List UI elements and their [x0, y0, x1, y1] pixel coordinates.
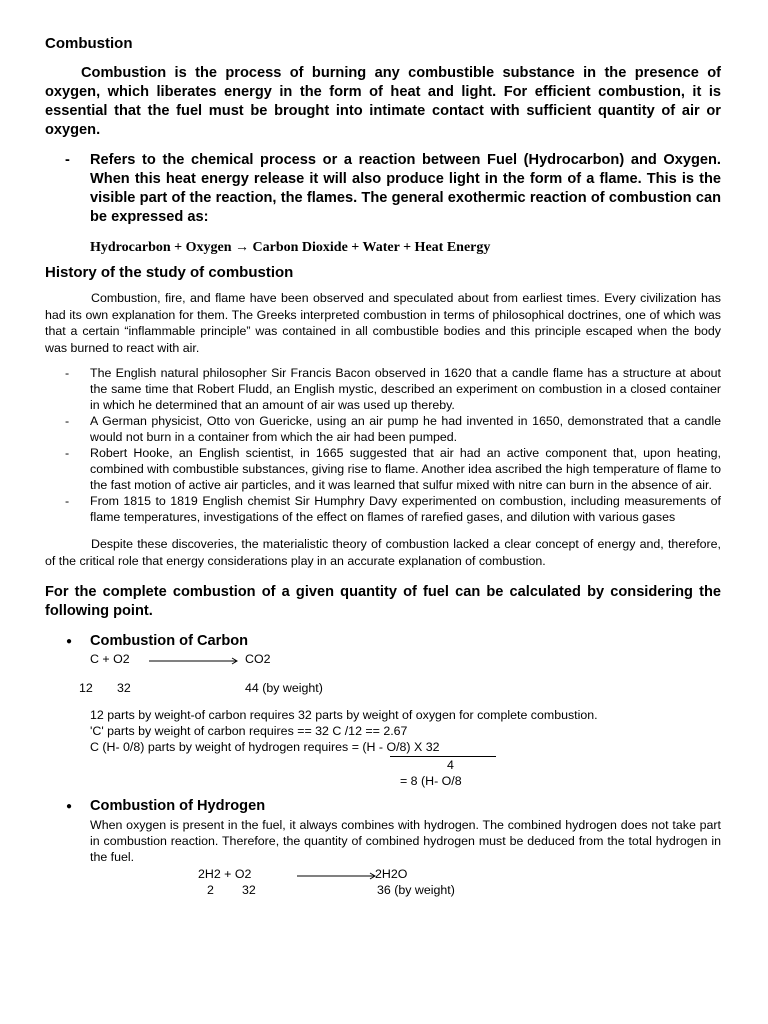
bullet-icon: ●	[66, 636, 73, 647]
dash-marker: -	[65, 366, 70, 380]
history-intro: Combustion, fire, and flame have been observed and speculated about from earliest times. Every civilization has had its own explanation for them. The Greeks interpreted combustion in terms of philosophical doctrines, one of which was that a certain “inflammable principle” was contained in all combustible bodies and this principle escaped when the body was burned to react with air.	[45, 291, 721, 355]
hydrogen-weight-h2o: 36 (by weight)	[377, 883, 455, 897]
hydrogen-text: When oxygen is present in the fuel, it always combines with hydrogen. The combined hydrogen does not take part in combustion reaction. Therefore, the quantity of combined hydrogen must be deduced from the total hydrogen in the fuel.	[90, 818, 721, 864]
hydrogen-reaction	[45, 865, 721, 899]
bullet-icon: ●	[66, 801, 73, 812]
history-closing: Despite these discoveries, the materialistic theory of combustion lacked a clear concept of energy and, therefore, of the critical role that energy considerations play in an accurate explanation of combustion.	[45, 537, 721, 568]
intro-paragraph: Combustion is the process of burning any combustible substance in the presence of oxygen, which liberates energy in the form of heat and light. For efficient combustion, it is essential that the fuel must be brought into intimate contact with sufficient quantity of air or oxygen.	[45, 65, 721, 138]
reaction-arrow-icon	[149, 657, 241, 665]
carbon-line-3: C (H- 0/8) parts by weight of hydrogen requires = (H - O/8) X 32	[90, 740, 440, 754]
carbon-weight-o2: 32	[117, 681, 131, 695]
list-item	[45, 445, 721, 493]
list-item-text: From 1815 to 1819 English chemist Sir Humphry Davy experimented on combustion, including measurements of flame temperatures, investigations of the effect on flames of rarefied gases, and dilution with various gases	[90, 494, 721, 524]
dash-marker: -	[65, 152, 70, 168]
definition-item	[45, 151, 721, 227]
hydrogen-reactants: 2H2 + O2	[198, 867, 252, 881]
history-heading: History of the study of combustion	[45, 264, 294, 281]
list-item-text: A German physicist, Otto von Guericke, using an air pump he had invented in 1650, demonstrated that a candle would not burn in a container from which the air had been pumped.	[90, 414, 721, 444]
carbon-weight-co2: 44 (by weight)	[245, 681, 323, 695]
definition-text: Refers to the chemical process or a reaction between Fuel (Hydrocarbon) and Oxygen. When this heat energy release it will also produce light in the form of a flame. This is the visible part of the reaction, the flames. The general exothermic reaction of combustion can be expressed as:	[90, 152, 721, 225]
hydrogen-heading: Combustion of Hydrogen	[90, 798, 266, 814]
fraction-denominator: 4	[447, 758, 454, 772]
fraction-line	[390, 756, 496, 757]
reaction-arrow-icon	[297, 872, 377, 880]
complete-combustion-paragraph: For the complete combustion of a given quantity of fuel can be calculated by considering the following point.	[45, 584, 721, 619]
dash-marker: -	[65, 414, 70, 428]
page-title: Combustion	[45, 35, 133, 52]
carbon-heading-row	[45, 632, 721, 651]
carbon-fraction	[45, 759, 721, 793]
carbon-line-2: 'C' parts by weight of carbon requires == 32 C /12 == 2.67	[90, 724, 408, 738]
hydrogen-heading-row	[45, 797, 721, 816]
list-item-text: The English natural philosopher Sir Francis Bacon observed in 1620 that a candle flame has a structure at about the same time that Robert Fludd, an English mystic, described an experiment on combustion in a closed container in which he determined that an amount of air was used up thereby.	[90, 366, 721, 412]
hydrogen-weight-o2: 32	[242, 883, 256, 897]
list-item-text: Robert Hooke, an English scientist, in 1665 suggested that air had an active component that, upon heating, combined with combustible substances, giving rise to flame. Another idea ascribed the high temperature of flame to the fast motion of active air particles, and it was learned that sulfur mixed with nitre can burn in the absence of air.	[90, 446, 721, 492]
carbon-weight-c: 12	[79, 681, 93, 695]
dash-marker: -	[65, 446, 70, 460]
carbon-line-1: 12 parts by weight-of carbon requires 32 parts by weight of oxygen for complete combustion.	[90, 708, 598, 722]
hydrogen-product: 2H2O	[375, 867, 408, 881]
carbon-result: = 8 (H- O/8	[400, 774, 462, 788]
list-item	[45, 493, 721, 525]
list-item	[45, 365, 721, 413]
hydrogen-weight-h2: 2	[207, 883, 214, 897]
carbon-section	[45, 651, 721, 759]
general-equation: Hydrocarbon + Oxygen → Carbon Dioxide + Water + Heat Energy	[90, 240, 491, 255]
carbon-product: CO2	[245, 652, 271, 666]
carbon-heading: Combustion of Carbon	[90, 633, 249, 649]
document-page	[45, 34, 721, 899]
dash-marker: -	[65, 494, 70, 508]
history-list	[45, 365, 721, 525]
list-item	[45, 413, 721, 445]
carbon-reactants: C + O2	[90, 652, 130, 666]
